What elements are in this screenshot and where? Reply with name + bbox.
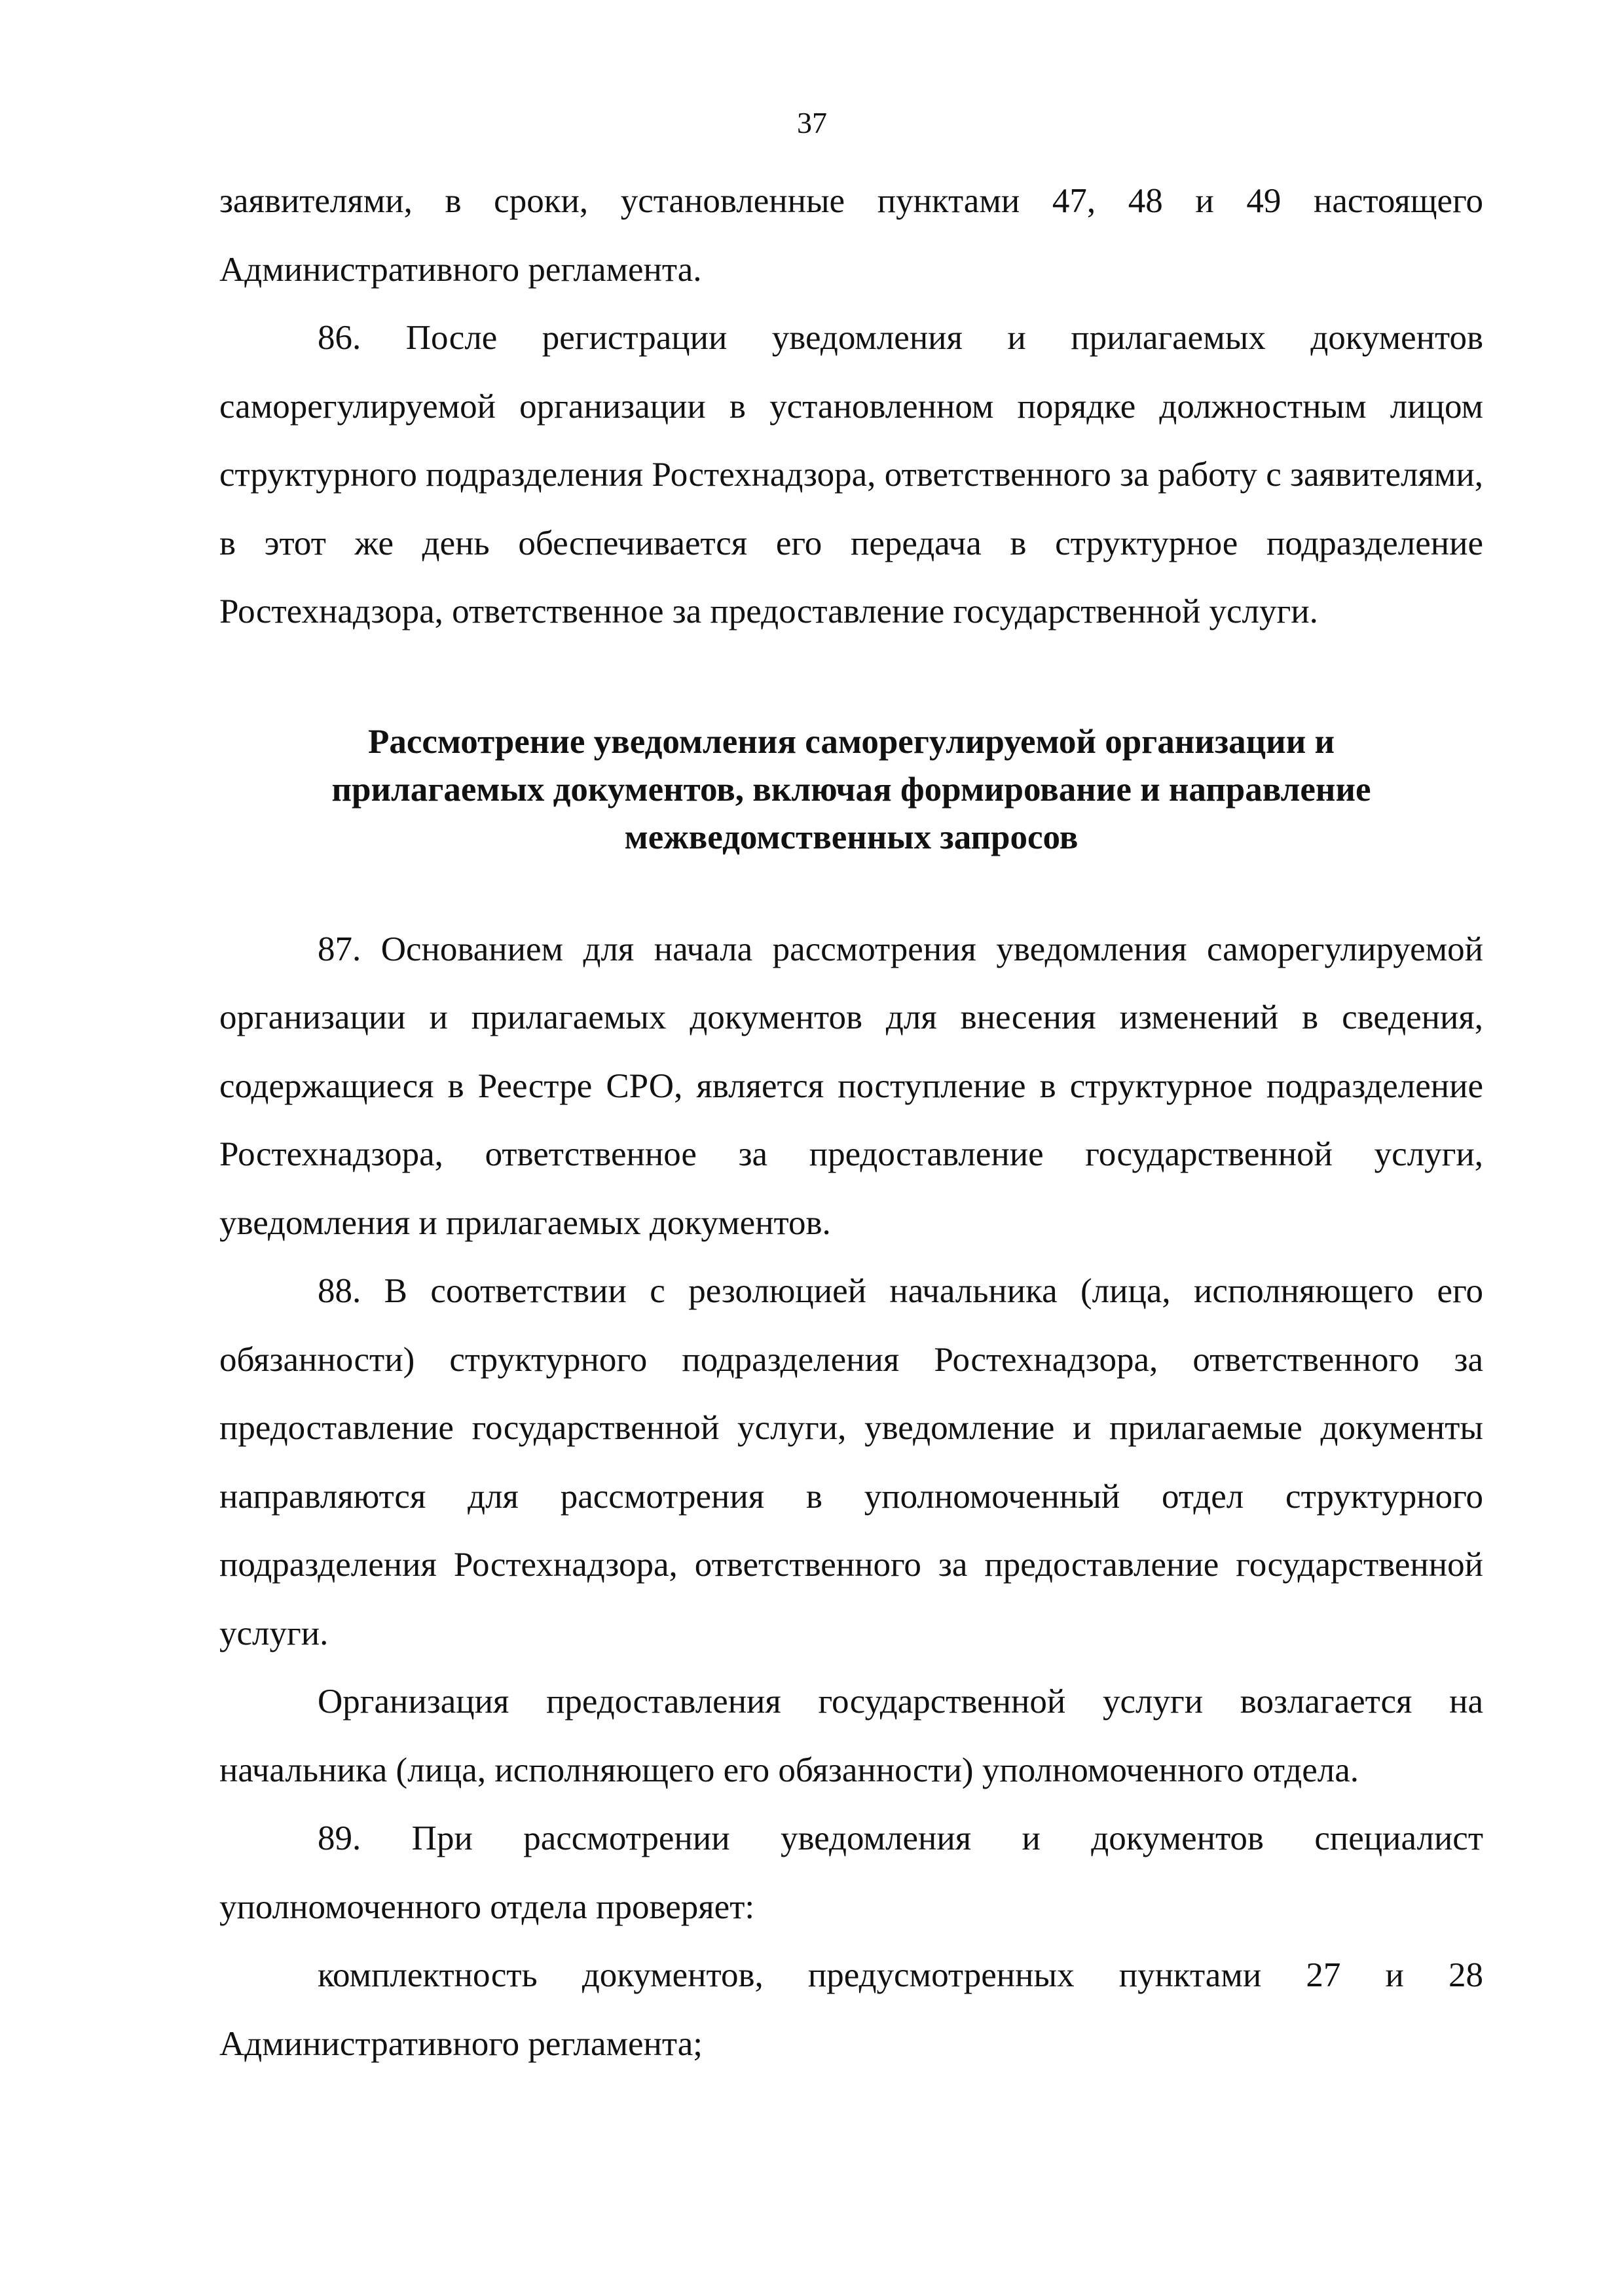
paragraph-89: 89. При рассмотрении уведомления и документов специалист уполномоченного отдела проверяет: — [219, 1819, 1483, 1926]
section-heading-line-3: межведомственных запросов — [624, 818, 1079, 856]
section-heading-line-1: Рассмотрение уведомления саморегулируемой организации и — [367, 722, 1335, 761]
document-body — [219, 167, 1483, 2078]
page-number: 37 — [797, 106, 827, 139]
paragraph-continuation: заявителями, в сроки, установленные пунктами 47, 48 и 49 настоящего Административного регламента. — [219, 182, 1483, 289]
paragraph-87: 87. Основанием для начала рассмотрения уведомления саморегулируемой организации и прилагаемых документов для внесения изменений в сведения, содержащиеся в Реестре СРО, является поступление в структурное подразделение Ростехнадзора, ответственное за предоставление государственной услуги, уведомления и прилагаемых документов. — [219, 930, 1483, 1242]
section-heading — [219, 718, 1483, 862]
paragraph-86: 86. После регистрации уведомления и прилагаемых документов саморегулируемой организации в установленном порядке должностным лицом структурного подразделения Ростехнадзора, ответственного за работу с заявителями, в этот же день обеспечивается его передача в структурное подразделение Ростехнадзора, ответственное за предоставление государственной услуги. — [219, 319, 1483, 630]
section-heading-line-2: прилагаемых документов, включая формирование и направление — [331, 770, 1371, 809]
paragraph-completeness: комплектность документов, предусмотренных пунктами 27 и 28 Административного регламента; — [219, 1956, 1483, 2063]
paragraph-88: 88. В соответствии с резолюцией начальника (лица, исполняющего его обязанности) структурного подразделения Ростехнадзора, ответственного за предоставление государственной услуги, уведомление и прилагаемые документы направляются для рассмотрения в уполномоченный отдел структурного подразделения Ростехнадзора, ответственного за предоставление государственной услуги. — [219, 1272, 1483, 1652]
paragraph-organization: Организация предоставления государственной услуги возлагается на начальника (лица, исполняющего его обязанности) уполномоченного отдела. — [219, 1683, 1483, 1789]
